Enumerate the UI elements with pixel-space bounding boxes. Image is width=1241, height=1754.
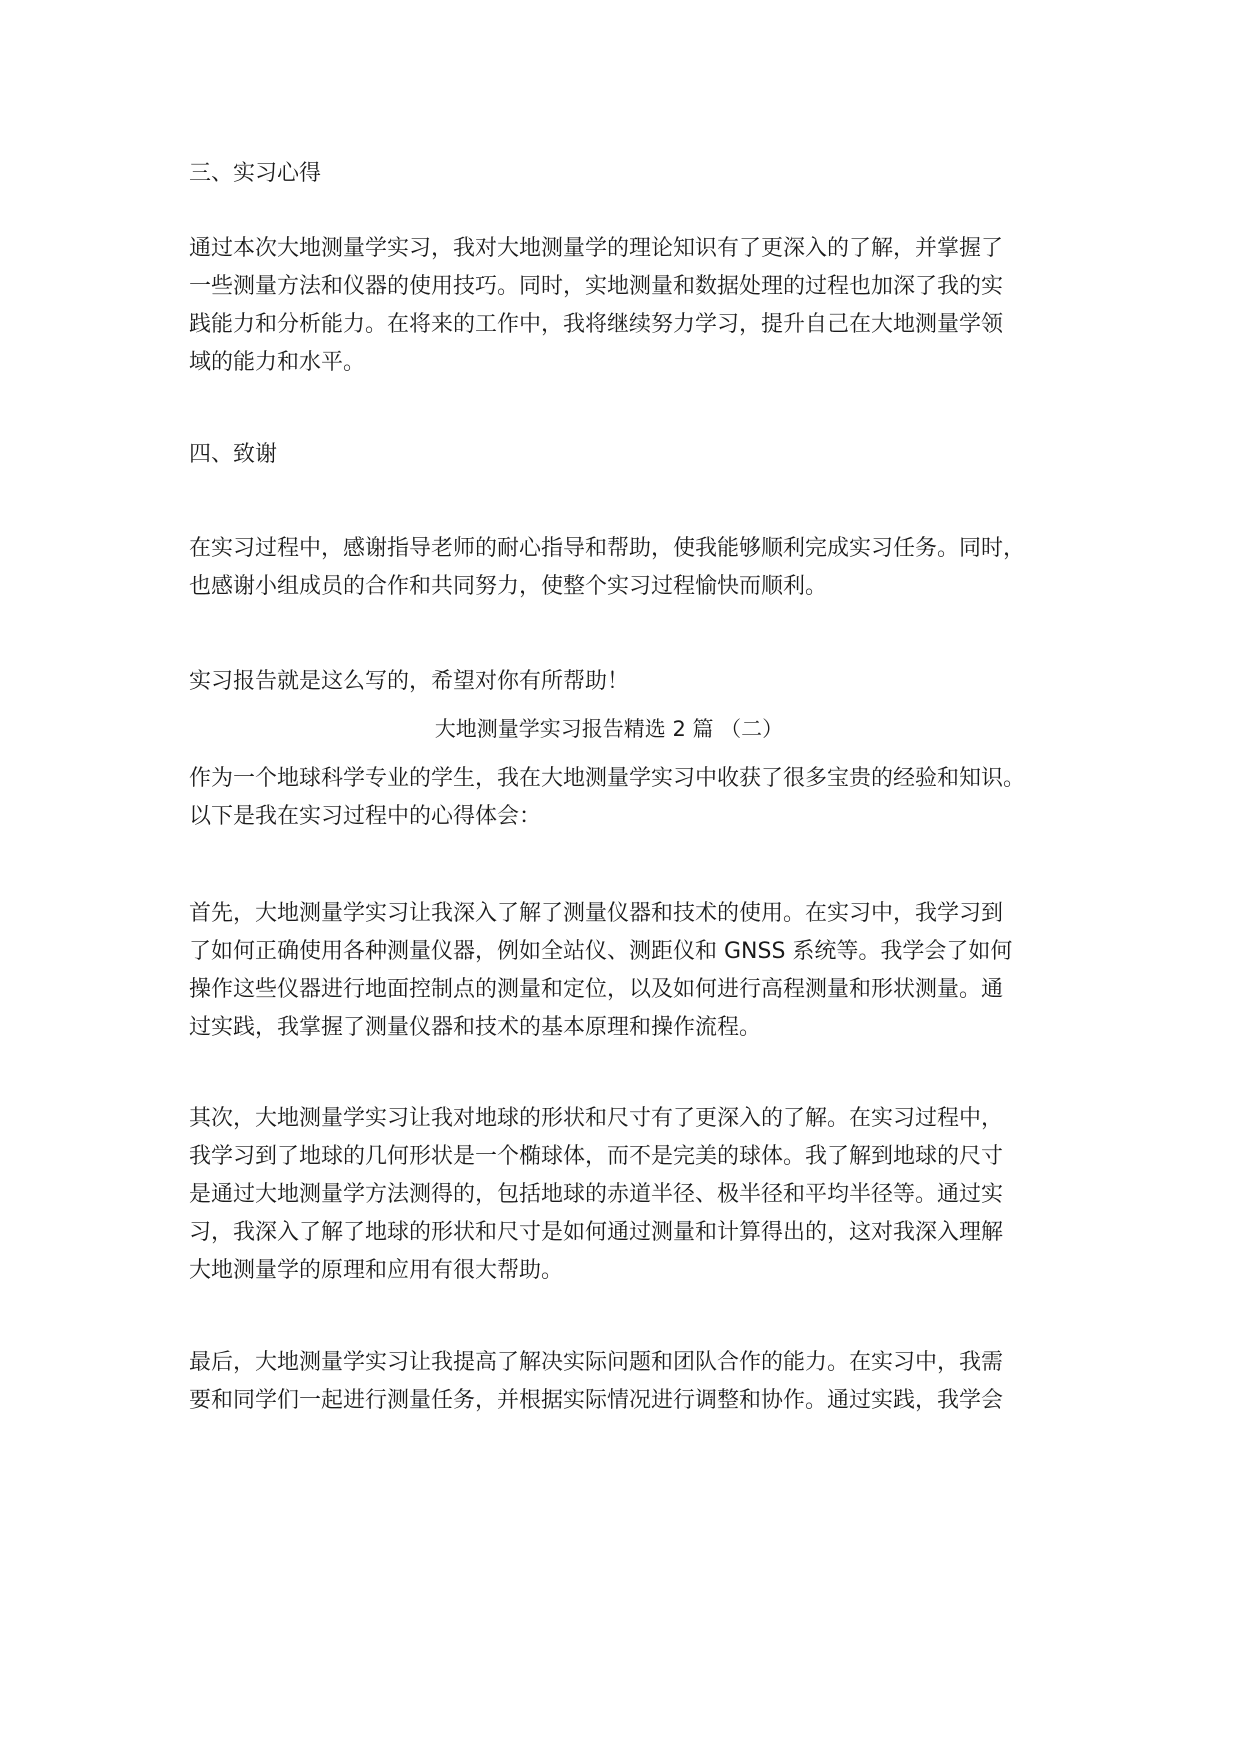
paragraph-line: 了如何正确使用各种测量仪器，例如全站仪、测距仪和 GNSS 系统等。我学会了如何 xyxy=(189,939,1013,964)
paragraph-line: 域的能力和水平。 xyxy=(189,350,366,375)
heading-text: 三、实习心得 xyxy=(189,161,322,186)
paragraph-line: 最后，大地测量学实习让我提高了解决实际问题和团队合作的能力。在实习中，我需 xyxy=(189,1350,1004,1375)
section-heading-experience xyxy=(189,155,1089,193)
paragraph-line: 通过本次大地测量学实习，我对大地测量学的理论知识有了更深入的了解，并掌握了 xyxy=(189,236,1004,261)
paragraph-line: 首先，大地测量学实习让我深入了解了测量仪器和技术的使用。在实习中，我学习到 xyxy=(189,901,1004,926)
closing-text: 实习报告就是这么写的，希望对你有所帮助！ xyxy=(189,669,630,694)
paragraph-line: 要和同学们一起进行测量任务，并根据实际情况进行调整和协作。通过实践，我学会 xyxy=(189,1388,1004,1413)
paragraph-line: 是通过大地测量学方法测得的，包括地球的赤道半径、极半径和平均半径等。通过实 xyxy=(189,1182,1004,1207)
paragraph-line: 践能力和分析能力。在将来的工作中，我将继续努力学习，提升自己在大地测量学领 xyxy=(189,312,1004,337)
paragraph-first xyxy=(189,895,1089,1047)
paragraph-line: 以下是我在实习过程中的心得体会： xyxy=(189,804,542,829)
article-title: 大地测量学实习报告精选 2 篇 （二） xyxy=(434,717,784,741)
paragraph-line: 作为一个地球科学专业的学生，我在大地测量学实习中收获了很多宝贵的经验和知识。 xyxy=(189,766,1026,791)
paragraph-experience xyxy=(189,230,1089,382)
paragraph-line: 操作这些仪器进行地面控制点的测量和定位，以及如何进行高程测量和形状测量。通 xyxy=(189,977,1004,1002)
paragraph-thanks xyxy=(189,530,1089,606)
paragraph-second xyxy=(189,1100,1089,1290)
closing-remark xyxy=(189,663,1089,701)
paragraph-line: 我学习到了地球的几何形状是一个椭球体，而不是完美的球体。我了解到地球的尺寸 xyxy=(189,1144,1004,1169)
heading-text: 四、致谢 xyxy=(189,442,278,467)
paragraph-line: 习，我深入了解了地球的形状和尺寸是如何通过测量和计算得出的，这对我深入理解 xyxy=(189,1220,1004,1245)
paragraph-third xyxy=(189,1344,1089,1420)
paragraph-line: 也感谢小组成员的合作和共同努力，使整个实习过程愉快而顺利。 xyxy=(189,574,828,599)
section-heading-thanks xyxy=(189,436,1089,474)
paragraph-line: 在实习过程中，感谢指导老师的耐心指导和帮助，使我能够顺利完成实习任务。同时， xyxy=(189,536,1026,561)
paragraph-line: 一些测量方法和仪器的使用技巧。同时，实地测量和数据处理的过程也加深了我的实 xyxy=(189,274,1004,299)
paragraph-intro xyxy=(189,760,1089,836)
paragraph-line: 大地测量学的原理和应用有很大帮助。 xyxy=(189,1258,564,1283)
paragraph-line: 其次，大地测量学实习让我对地球的形状和尺寸有了更深入的了解。在实习过程中， xyxy=(189,1106,1004,1131)
paragraph-line: 过实践，我掌握了测量仪器和技术的基本原理和操作流程。 xyxy=(189,1015,762,1040)
